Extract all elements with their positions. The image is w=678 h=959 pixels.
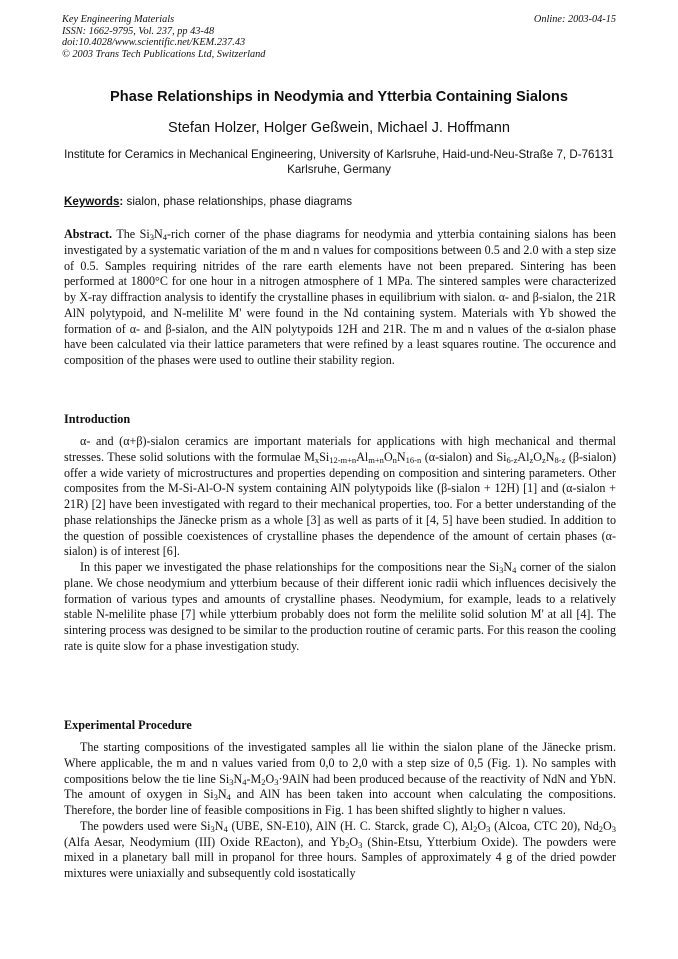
- abstract: [64, 227, 616, 369]
- abstract-text: -rich corner of the phase diagrams for neodymia and ytterbia containing sialons has been investigated by a systematic variation of the m and n values for compositions between 0.5 and 2.0 with a step size of 0.5. Samples requiring nitrides of the rare earth elements have not been prepared. Sintering has been performed at 1800°C for one hour in a nitrogen atmosphere of 1 MPa. The sintered samples were characterized by X-ray diffraction analysis to identify the crystalline phases in equilibrium with sialon. α- and β-sialon, the 21R AlN polytypoid, and N-melilite M' were found in the Nd containing system. Materials with Yb showed the formation of α- and β-sialon, and the AlN polytypoids 12H and 21R. The m and n values of the α-sialon phase have been calculated via their lattice parameters that were refined by a least squares routine. The occurence and composition of the phases were used to outline their stability region.: [64, 227, 616, 367]
- abstract-text: The Si: [116, 227, 150, 241]
- subscript: 4: [242, 776, 247, 787]
- text: (UBE, SN-E10), AlN (H. C. Starck, grade C), Al: [227, 818, 474, 833]
- text: O: [477, 818, 487, 833]
- subscript: 3: [358, 839, 363, 850]
- text: N: [233, 771, 243, 786]
- text: O: [349, 834, 359, 849]
- subscript: 3: [274, 776, 279, 787]
- copyright-line: © 2003 Trans Tech Publications Ltd, Switzerland: [62, 48, 266, 60]
- subscript: 12-m+n: [329, 454, 357, 465]
- subscript: 3: [210, 823, 215, 834]
- text: In this paper we investigated the phase relationships for the compositions near the Si: [80, 560, 500, 574]
- section-heading-introduction: Introduction: [64, 412, 131, 426]
- subscript: z: [542, 454, 546, 465]
- text: Si: [319, 449, 330, 464]
- paragraph: [64, 434, 616, 560]
- subscript: 4: [512, 565, 517, 575]
- author-list: Stefan Holzer, Holger Geßwein, Michael J. Hoffmann: [167, 120, 511, 136]
- subscript: 4: [223, 823, 228, 834]
- subscript: 4: [226, 792, 231, 803]
- subscript: 3: [229, 776, 234, 787]
- issn-line: ISSN: 1662-9795, Vol. 237, pp 43-48: [62, 25, 215, 37]
- text: O: [383, 449, 393, 464]
- subscript: 2: [473, 823, 478, 834]
- text: Al: [356, 449, 369, 464]
- subscript: 3: [149, 232, 155, 242]
- text: O: [533, 449, 542, 464]
- introduction-body: [64, 434, 616, 655]
- text: (Alfa Aesar, Neodymium (III) Oxide REacton), and Yb: [64, 834, 346, 849]
- subscript: 6-z: [506, 454, 518, 465]
- text: N: [214, 818, 224, 833]
- text: The starting compositions of the investigated samples all lie within the sialon plane of the Jänecke prism. Where applicable, the m and n values varied from 0,0 to 2,0 with a step size of 0,5 (Fig. 1). No samples with compositions below the tie line Si: [64, 740, 616, 786]
- text: (Alcoa, CTC 20), Nd: [490, 818, 599, 833]
- abstract-text: N: [154, 227, 163, 241]
- keywords-line: Keywords: sialon, phase relationships, phase diagrams: [64, 195, 353, 208]
- subscript: 2: [598, 823, 604, 834]
- doi-line[interactable]: doi:10.4028/www.scientific.net/KEM.237.43: [62, 37, 246, 49]
- text: O: [265, 771, 275, 786]
- subscript: 3: [611, 823, 617, 834]
- text: N: [396, 449, 406, 464]
- subscript: m+n: [368, 454, 384, 465]
- subscript: 3: [499, 565, 504, 575]
- paragraph: [64, 560, 616, 655]
- text: N: [217, 787, 227, 802]
- text: N: [545, 449, 555, 464]
- keywords-text: sialon, phase relationships, phase diagrams: [126, 195, 353, 208]
- paragraph: [64, 740, 616, 819]
- text: α- and (α+β)-sialon ceramics are important materials for applications with high mechanical and thermal stresses. These solid solutions with the formulae M: [64, 434, 616, 464]
- text: (Shin-Etsu, Ytterbium Oxide). The powders were mixed in a planetary ball mill in propanol for three hours. Samples of approximately 4 g of the dried powder mixtures were uniaxially and subsequently cold isostatically: [64, 834, 616, 880]
- text: -M: [246, 771, 262, 786]
- subscript: 16-n: [405, 454, 422, 465]
- abstract-label: Abstract.: [64, 227, 113, 241]
- experimental-body: [64, 740, 616, 882]
- paragraph: [64, 819, 616, 882]
- subscript: x: [314, 454, 320, 465]
- subscript: z: [529, 454, 534, 465]
- subscript: 3: [486, 823, 491, 834]
- text: corner of the sialon plane. We chose neodymium and ytterbium because of their different ionic radii which influences decisively the formation of various types and amounts of crystalline phases. Neodymium, for example, leads to a relatively stable N-melilite phase [7] while ytterbium probably does not form the melilite solid solution M' at all [4]. The sintering process was designed to be similar to the production routine of ceramic parts. For this reason the cooling rate is quite slow for a phase investigation study.: [64, 560, 616, 653]
- paper-title: Phase Relationships in Neodymia and Ytterbia Containing Sialons: [110, 89, 568, 105]
- publication-header: [62, 14, 616, 60]
- keywords-label: Keywords: [64, 195, 120, 208]
- text: N: [503, 560, 513, 574]
- subscript: 2: [345, 839, 350, 850]
- section-heading-experimental: Experimental Procedure: [64, 718, 192, 732]
- subscript: 3: [213, 792, 218, 803]
- text: (α-sialon) and Si: [421, 449, 507, 464]
- online-date: Online: 2003-04-15: [533, 14, 616, 25]
- text: The powders used were Si: [80, 818, 211, 833]
- text: (β-sialon) offer a wide variety of microstructures and properties depending on composition and sintering parameters. Other composites from the M-Si-Al-O-N system containing AlN polytypoids like (β-sialon + 12H) [1] and (α-sialon + 21R) [2] have been investigated with regard to their mechanical properties, too. For a better understanding of the phase relationships the Jänecke prism as a whole [3] as well as parts of it [4, 5] have been studied. In addition to the question of possible coexistences of crystalline phases the dependence of the amount of certain phases (α-sialon) is of interest [6].: [64, 449, 616, 559]
- affiliation: Institute for Ceramics in Mechanical Engineering, University of Karlsruhe, Haid-und-Neu-Straße 7, D-76131 Karlsruhe, Germany: [64, 148, 614, 176]
- text: and AlN has been taken into account when calculating the compositions. Therefore, the border line of feasible compositions in Fig. 1 has been shifted slightly to higher n values.: [64, 787, 616, 817]
- subscript: 4: [162, 232, 167, 242]
- journal-name: Key Engineering Materials: [62, 14, 175, 25]
- text: O: [603, 818, 612, 833]
- text: ·9AlN had been produced because of the reactivity of NdN and YbN. The amount of oxygen in Si: [64, 771, 616, 802]
- text: Al: [517, 449, 530, 464]
- subscript: n: [392, 454, 397, 465]
- subscript: 8-z: [554, 454, 566, 465]
- subscript: 2: [261, 776, 266, 787]
